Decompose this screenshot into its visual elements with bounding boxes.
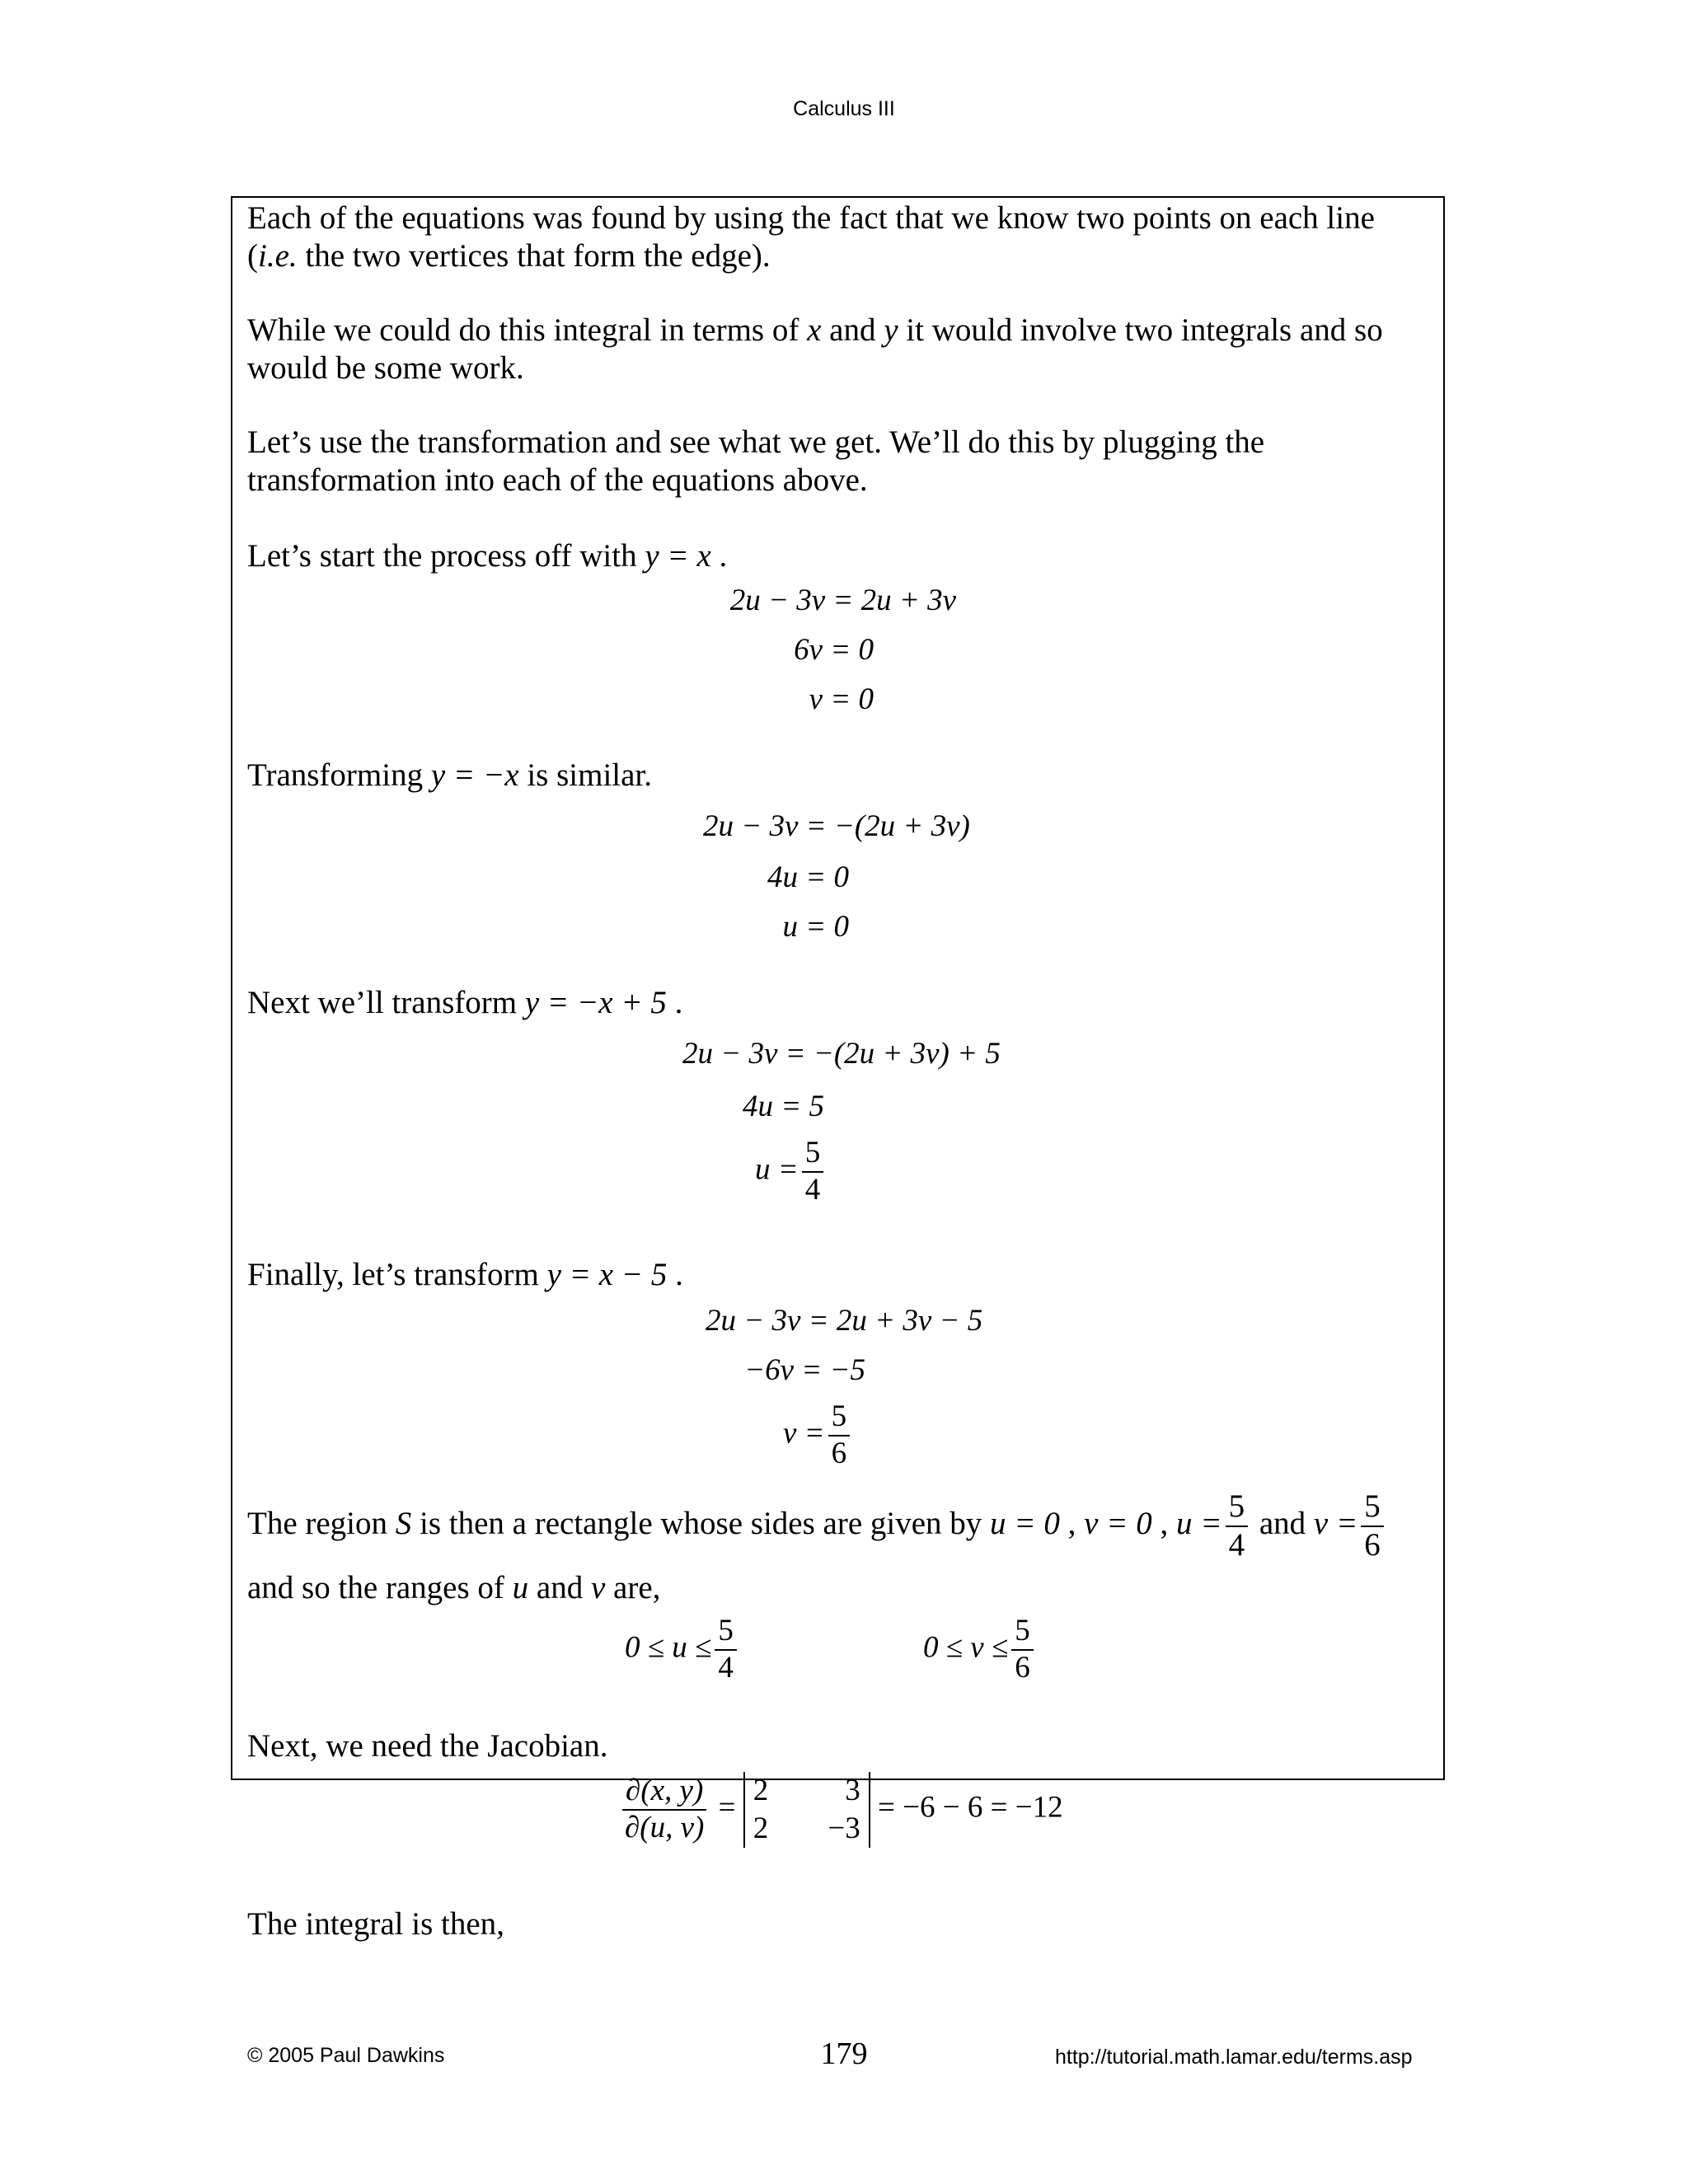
footer-url[interactable]: http://tutorial.math.lamar.edu/terms.asp [1055,2046,1413,2069]
case-4-equation: y = x − 5 [546,1257,668,1292]
jacobian-equation: $\frac{\partial(x, y)}{\partial(u, v)}$ = 2 3 2 −3 = −6 − 6 = −12 [618,1772,1063,1848]
case-3-step-3: u = $\frac{5}{4}$ [755,1137,827,1207]
case-2-equation: y = −x [430,757,519,793]
paragraph-3-line-1: Let’s use the transformation and see what we get. We’ll do this by plugging the [247,424,1265,460]
case-4-fraction: $\frac{5}{6}$ [828,1401,851,1470]
region-sentence: The region S is then a rectangle whose sides are given by u = 0 , v = 0 , u = $\frac{5}{4}$ and v = $\frac{5}{6}$ [247,1490,1387,1563]
integral-intro: The integral is then, [247,1906,504,1942]
case-3-step-1: 2u − 3v = −(2u + 3v) + 5 [682,1037,1001,1071]
paragraph-3-line-2: transformation into each of the equations above. [247,462,868,498]
region-u-fraction: $\frac{5}{4}$ [1226,1490,1249,1563]
paragraph-2-line-2: would be some work. [247,350,524,386]
case-1-step-2: 6v = 0 [794,633,874,667]
case-3-fraction: $\frac{5}{4}$ [802,1137,824,1207]
case-3-intro: Next we’ll transform y = −x + 5 . [247,985,683,1020]
region-v-fraction: $\frac{5}{6}$ [1361,1490,1384,1563]
case-2-step-2: 4u = 0 [767,860,849,894]
range-v: 0 ≤ v ≤ $\frac{5}{6}$ [923,1615,1037,1685]
case-1-step-1: 2u − 3v = 2u + 3v [729,583,956,617]
jacobian-fraction: $\frac{\partial(x, y)}{\partial(u, v)}$ [621,1775,707,1844]
jacobian-determinant: 2 3 2 −3 [743,1772,870,1848]
case-4-step-1: 2u − 3v = 2u + 3v − 5 [706,1304,983,1338]
case-3-equation: y = −x + 5 [524,985,667,1020]
paragraph-1-line-1: Each of the equations was found by using the fact that we know two points on each line [247,200,1375,236]
case-1-step-3: v = 0 [809,682,874,716]
ranges-sentence: and so the ranges of u and v are, [247,1570,661,1605]
document-header: Calculus III [793,97,895,120]
copyright: © 2005 Paul Dawkins [247,2044,445,2067]
page-number: 179 [820,2036,868,2071]
case-1-equation: y = x [645,538,711,574]
jacobian-intro: Next, we need the Jacobian. [247,1728,608,1764]
case-4-step-3: v = $\frac{5}{6}$ [783,1401,853,1470]
paragraph-1-line-2: (i.e. the two vertices that form the edge). [247,238,771,274]
case-2-intro: Transforming y = −x is similar. [247,757,653,793]
paragraph-2-line-1: While we could do this integral in terms of x and y it would involve two integrals and so [247,312,1383,348]
case-1-intro: Let’s start the process off with y = x . [247,538,728,574]
case-2-step-1: 2u − 3v = −(2u + 3v) [703,809,970,843]
case-4-intro: Finally, let’s transform y = x − 5 . [247,1257,683,1292]
ie-text: i.e. [258,238,298,274]
case-4-step-2: −6v = −5 [744,1353,865,1387]
case-2-step-3: u = 0 [782,910,849,944]
range-u: 0 ≤ u ≤ $\frac{5}{4}$ [625,1615,740,1685]
case-3-step-2: 4u = 5 [743,1090,824,1123]
